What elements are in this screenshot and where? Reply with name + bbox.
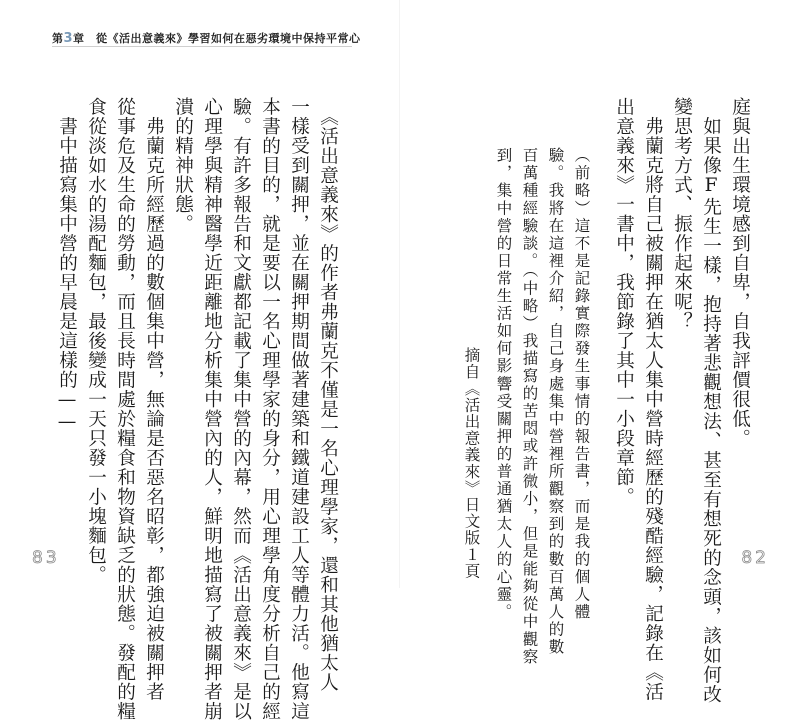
- left-page: [0, 0, 399, 721]
- left-paragraph-line: 從事危及生命的勞動，而且長時間處於糧食和物資缺乏的狀態。發配的糧: [114, 97, 136, 721]
- right-paragraph-line: 如果像F先生一樣，抱持著悲觀想法、甚至有想死的念頭，該如何改: [700, 97, 722, 704]
- quote-line: 到，集中營的日常生活如何影響受關押的普通猶太人的心靈。: [494, 147, 513, 621]
- quote-line: 驗。我將在這裡介紹，自己身處集中營裡所觀察到的數百萬人的數: [546, 147, 565, 656]
- chapter-prefix: 第: [52, 32, 64, 45]
- left-paragraph-line: 食從淡如水的湯配麵包，最後變成一天只發一小塊麵包。: [85, 97, 107, 585]
- left-paragraph-line: 一樣受到關押，並在關押期間做著建築和鐵道建設工人等體力活。他寫這: [288, 97, 310, 721]
- quote-line: （前略）這不是記錄實際發生事情的報告書，而是我的個人體: [572, 147, 591, 621]
- left-paragraph-line: 心理學與精神醫學近距離地分析集中營內的人，鮮明地描寫了被關押者崩: [201, 97, 223, 721]
- chapter-number: 3: [63, 31, 74, 46]
- right-paragraph-line: 出意義來》一書中，我節錄了其中一小段章節。: [613, 97, 635, 507]
- left-paragraph-line: 驗。有許多報告和文獻都記載了集中營的內幕，然而《活出意義來》是以: [230, 97, 252, 721]
- right-page: [400, 0, 799, 704]
- left-paragraph-line: 弗蘭克所經歷過的數個集中營，無論是否惡名昭彰，都強迫被關押者: [143, 97, 165, 702]
- right-paragraph-line: 弗蘭克將自己被關押在猶太人集中營時經歷的殘酷經驗，記錄在《活: [642, 97, 664, 702]
- quote-line: 百萬種經驗談。（中略）我描寫的苦悶或許微小，但是能夠從中觀察: [520, 147, 539, 666]
- right-paragraph-line: 庭與出生環境感到自卑，自我評價很低。: [729, 97, 751, 448]
- right-paragraph-line: 變思考方式、振作起來呢？: [671, 97, 693, 331]
- left-paragraph-line: 本書的目的，就是要以一名心理學家的身分，用心理學角度分析自己的經: [259, 97, 281, 721]
- left-paragraph-line: 書中描寫集中營的早晨是這樣的——: [56, 97, 78, 434]
- running-header: [52, 30, 361, 46]
- left-paragraph-line: 《活出意義來》的作者弗蘭克不僅是一名心理學家，還和其他猶太人: [317, 97, 339, 693]
- chapter-suffix: 章: [73, 32, 85, 45]
- header-rule: [52, 46, 352, 47]
- left-paragraph-line: 潰的精神狀態。: [172, 97, 194, 234]
- quote-source: 摘自《活出意義來》日文版１頁: [462, 347, 481, 580]
- page-number-right: 82: [741, 548, 769, 568]
- chapter-title: 從《活出意義來》學習如何在惡劣環境中保持平常心: [96, 32, 361, 45]
- page-number-left: 83: [32, 548, 60, 568]
